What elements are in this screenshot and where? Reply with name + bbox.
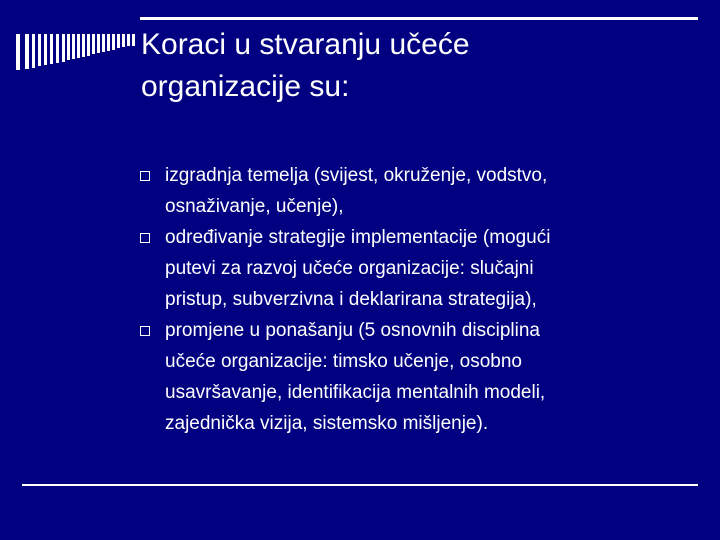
- top-divider: [140, 17, 698, 20]
- decorative-bar: [112, 34, 115, 50]
- hollow-square-icon: [140, 171, 150, 181]
- decorative-bar: [16, 34, 20, 70]
- decorative-bar: [50, 34, 53, 64]
- slide-title: [141, 24, 701, 108]
- bullet-line: izgradnja temelja (svijest, okruženje, vodstvo,: [165, 165, 548, 186]
- bullet-text: [165, 222, 698, 315]
- bullet-line: određivanje strategije implementacije (mogući: [165, 227, 551, 248]
- bullet-text: [165, 160, 698, 222]
- decorative-bar: [107, 34, 110, 51]
- bullet-text: [165, 315, 698, 439]
- decorative-bar: [44, 34, 47, 65]
- decorative-bar: [102, 34, 105, 52]
- bullet-line: putevi za razvoj učeće organizacije: slučajni: [165, 258, 534, 279]
- decorative-bar: [77, 34, 80, 58]
- title-line-2: organizacije su:: [141, 70, 350, 103]
- decorative-bar: [72, 34, 75, 59]
- decorative-bar: [122, 34, 125, 47]
- decorative-bar: [97, 34, 100, 53]
- decorative-bar: [92, 34, 95, 54]
- decorative-bar: [25, 34, 29, 69]
- decorative-bar: [67, 34, 70, 60]
- decorative-bar: [56, 34, 59, 63]
- bullet-line: zajednička vizija, sistemsko mišljenje).: [165, 413, 489, 434]
- hollow-square-icon: [140, 326, 150, 336]
- title-line-1: Koraci u stvaranju učeće: [141, 28, 470, 61]
- bullet-line: usavršavanje, identifikacija mentalnih modeli,: [165, 382, 546, 403]
- decorative-bar: [117, 34, 120, 48]
- decorative-bar: [62, 34, 65, 62]
- decorative-bar: [32, 34, 35, 68]
- decorative-bar: [127, 34, 130, 46]
- bullet-line: promjene u ponašanju (5 osnovnih disciplina: [165, 320, 540, 341]
- hollow-square-icon: [140, 233, 150, 243]
- bullet-item-strategy: [138, 222, 698, 315]
- bottom-divider: [22, 484, 698, 486]
- decorative-bars: [16, 34, 140, 70]
- decorative-bar: [132, 34, 135, 46]
- bullet-line: osnaživanje, učenje),: [165, 196, 344, 217]
- bullet-item-foundation: [138, 160, 698, 222]
- decorative-bar: [82, 34, 85, 57]
- decorative-bar: [38, 34, 41, 66]
- bullet-line: učeće organizacije: timsko učenje, osobno: [165, 351, 522, 372]
- bullet-item-behavior: [138, 315, 698, 439]
- bullet-line: pristup, subverzivna i deklarirana strategija),: [165, 289, 537, 310]
- bullet-list: [138, 160, 698, 439]
- decorative-bar: [87, 34, 90, 56]
